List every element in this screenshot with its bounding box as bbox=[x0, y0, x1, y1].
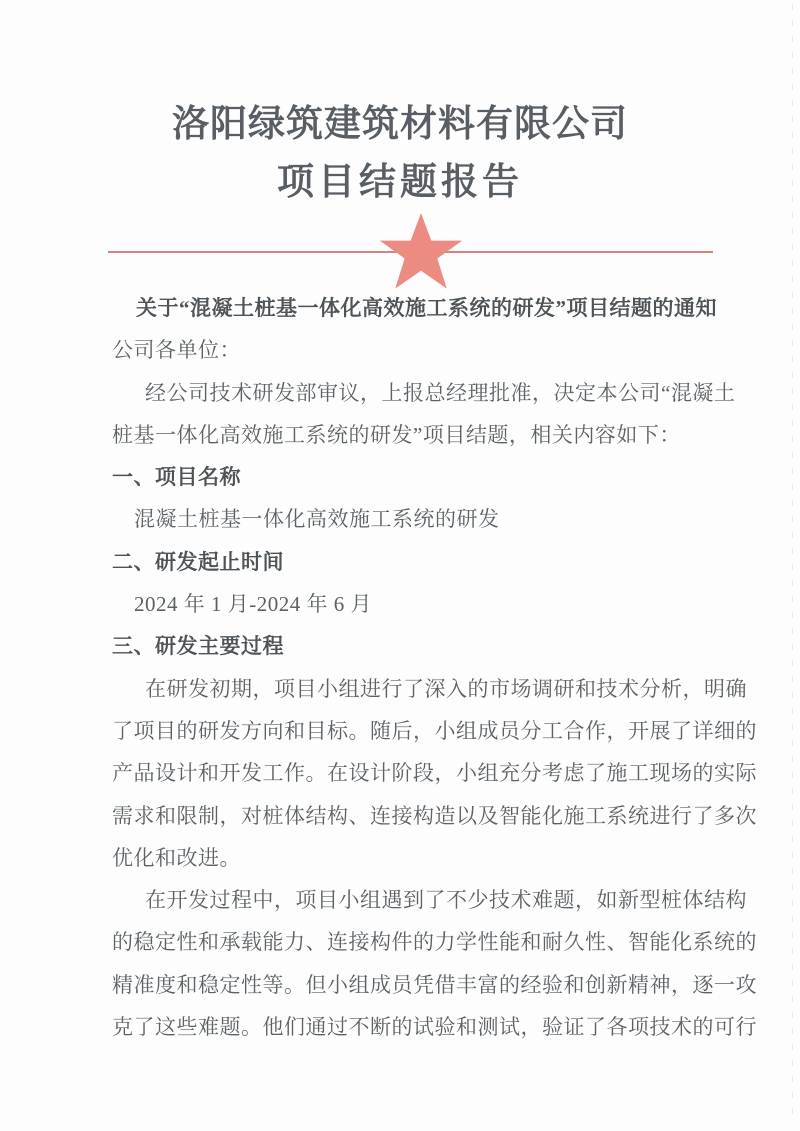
red-star-icon bbox=[378, 213, 464, 291]
notice-subject-line: 关于“混凝土桩基一体化高效施工系统的研发”项目结题的通知 bbox=[136, 296, 717, 320]
scan-artifact-edge-line bbox=[792, 4, 793, 1124]
company-title: 洛阳绿筑建筑材料有限公司 bbox=[172, 104, 628, 145]
body-line: 经公司技术研发部审议，上报总经理批准，决定本公司“混凝土 bbox=[145, 380, 736, 405]
document-body bbox=[112, 287, 757, 1048]
body-line: 克了这些难题。他们通过不断的试验和测试，验证了各项技术的可行 bbox=[112, 1015, 757, 1040]
salutation-line: 公司各单位： bbox=[112, 338, 241, 363]
project-name-line: 混凝土桩基一体化高效施工系统的研发 bbox=[134, 507, 500, 532]
body-line: 产品设计和开发工作。在设计阶段，小组充分考虑了施工现场的实际 bbox=[112, 761, 757, 786]
section-heading-2: 二、研发起止时间 bbox=[112, 549, 284, 574]
star-shape bbox=[380, 213, 463, 289]
report-title: 项目结题报告 bbox=[277, 162, 523, 203]
body-line: 在开发过程中，项目小组遇到了不少技术难题，如新型桩体结构 bbox=[145, 888, 747, 913]
body-line: 在研发初期，项目小组进行了深入的市场调研和技术分析，明确 bbox=[145, 676, 747, 701]
section-heading-1: 一、项目名称 bbox=[112, 465, 241, 490]
section-heading-3: 三、研发主要过程 bbox=[112, 634, 284, 659]
body-line: 优化和改进。 bbox=[112, 845, 241, 870]
body-line: 了项目的研发方向和目标。随后，小组成员分工合作，开展了详细的 bbox=[112, 718, 757, 743]
body-line: 桩基一体化高效施工系统的研发”项目结题，相关内容如下： bbox=[112, 422, 681, 447]
body-line: 的稳定性和承载能力、连接构件的力学性能和耐久性、智能化系统的 bbox=[112, 930, 757, 955]
body-line: 需求和限制，对桩体结构、连接构造以及智能化施工系统进行了多次 bbox=[112, 803, 757, 828]
project-dates-line: 2024 年 1 月-2024 年 6 月 bbox=[134, 592, 372, 617]
body-line: 精准度和稳定性等。但小组成员凭借丰富的经验和创新精神，逐一攻 bbox=[112, 972, 757, 997]
